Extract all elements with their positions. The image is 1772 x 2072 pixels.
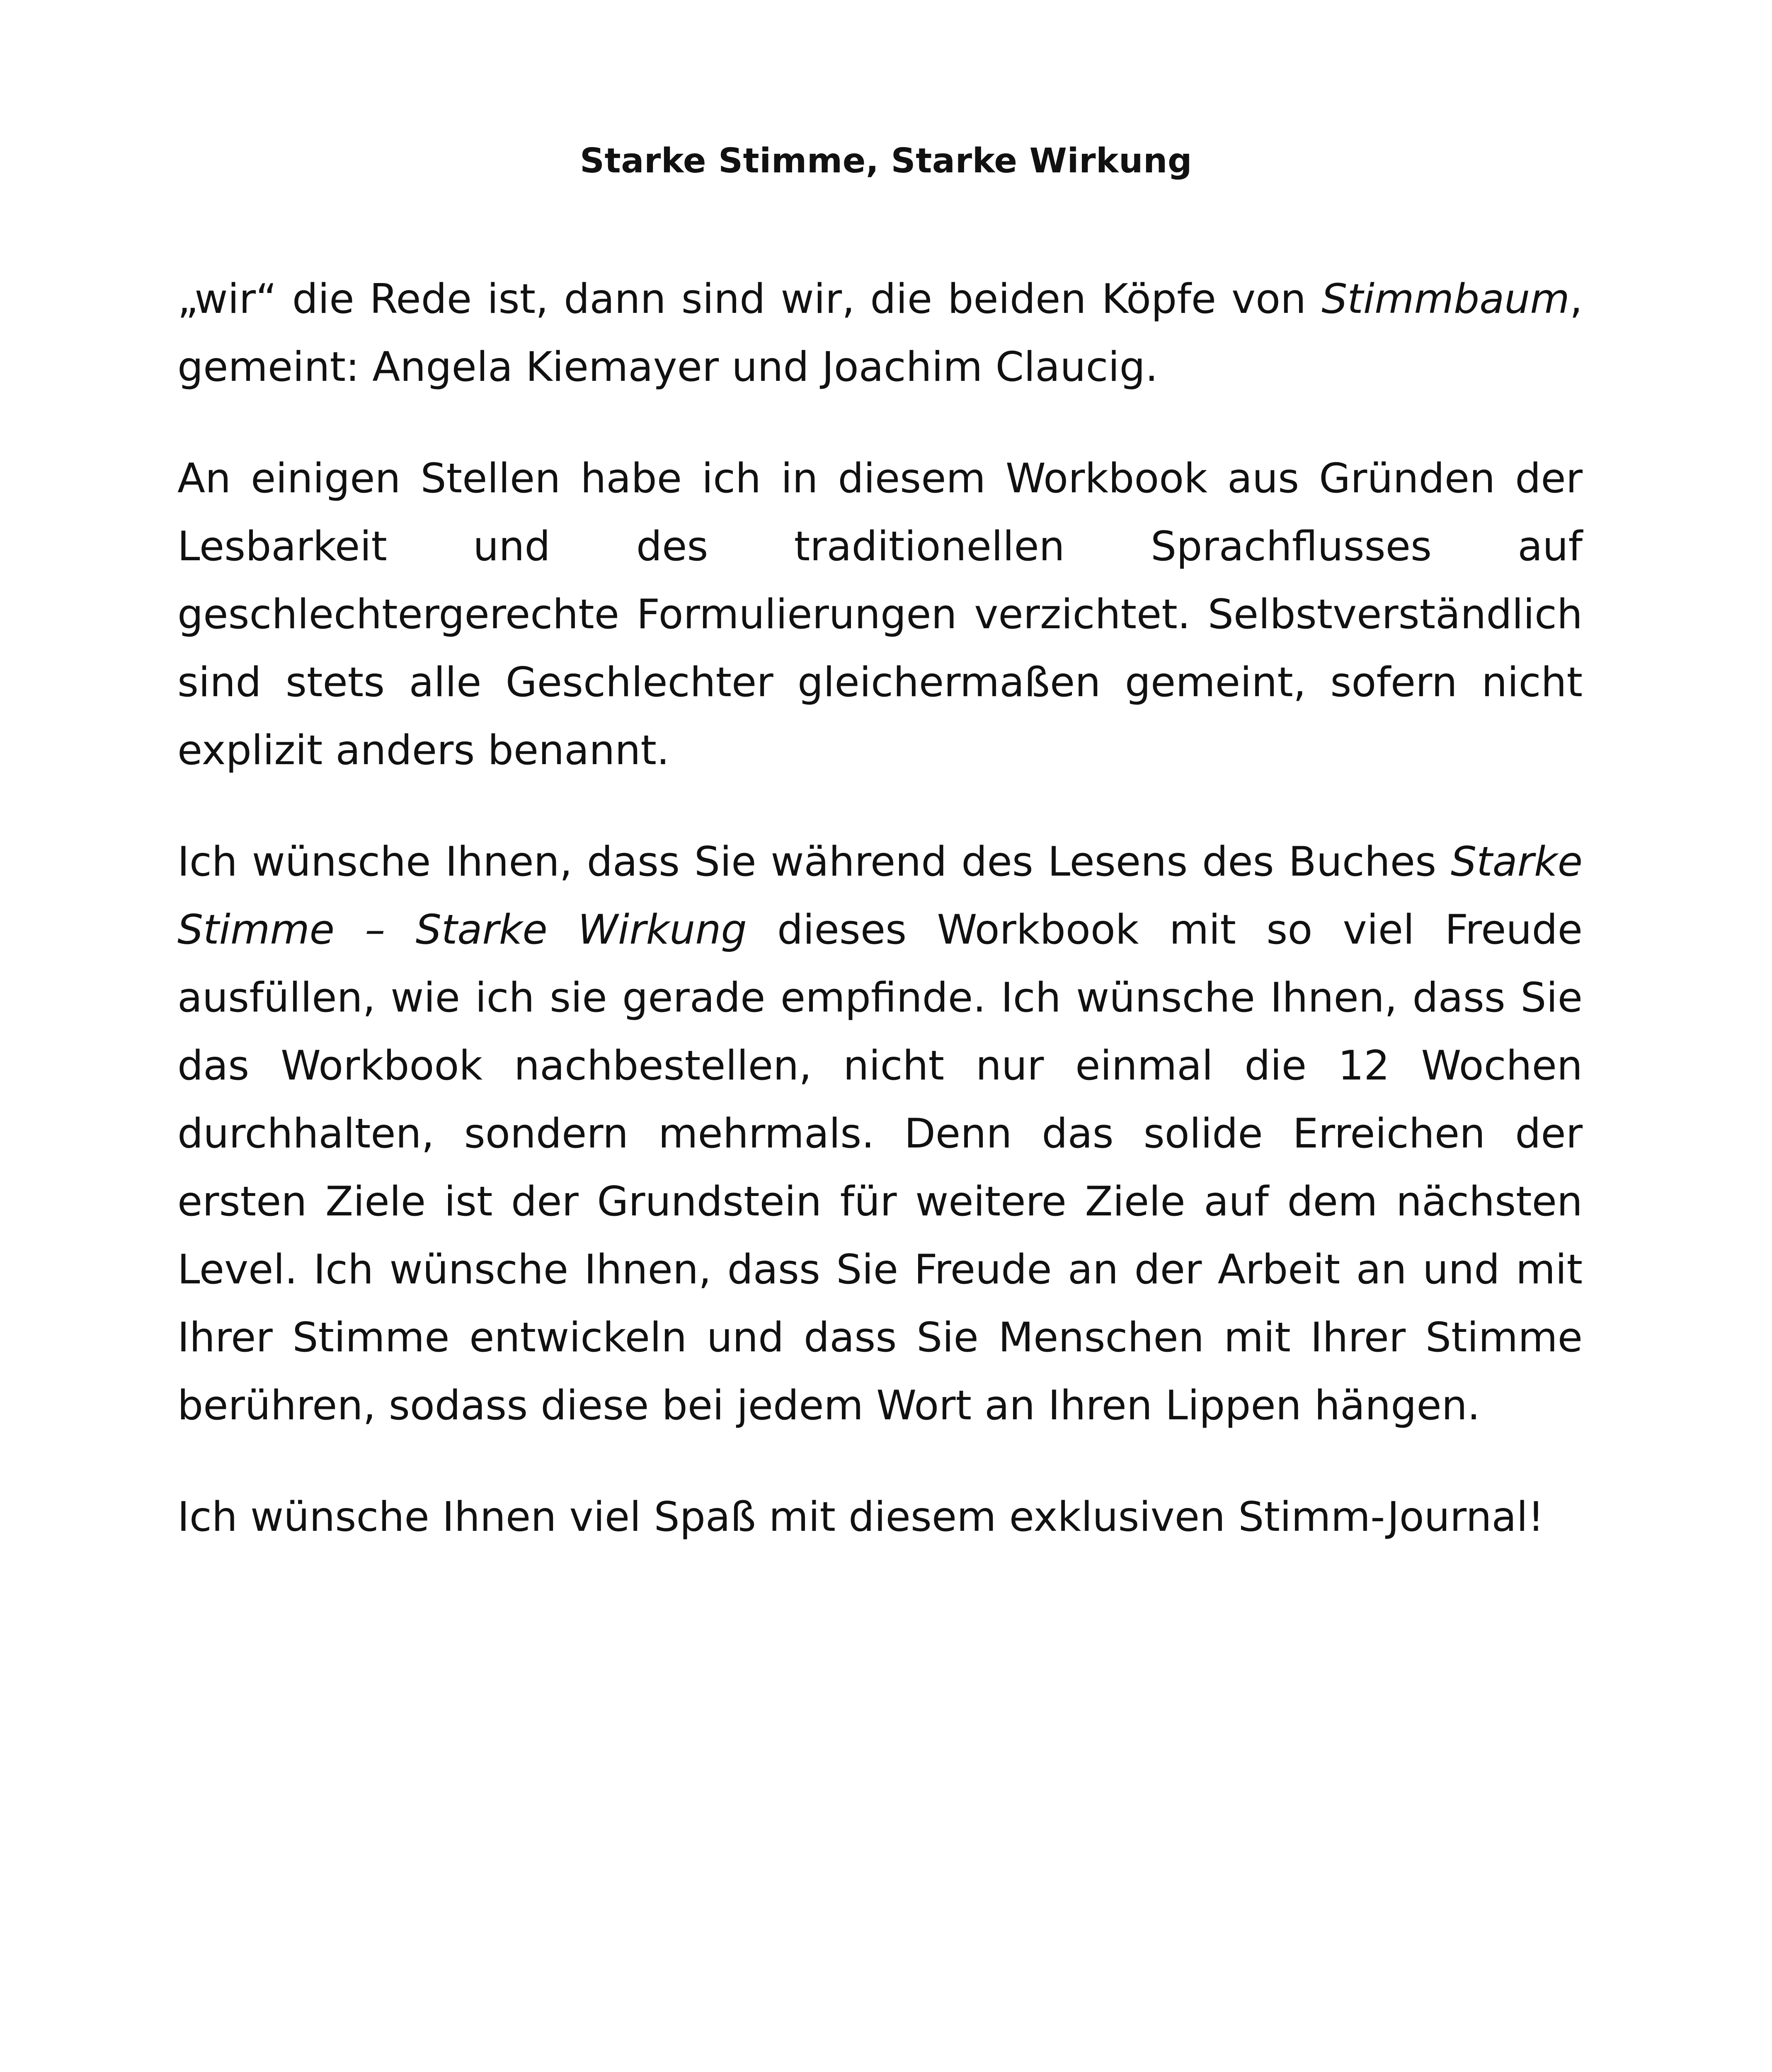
paragraph-2: An einigen Stellen habe ich in diesem Workbook aus Gründen der Lesbarkeit und des traditionellen Sprachflusses auf geschlechtergerechte Formulierungen verzichtet. Selbstverständlich sind stets alle Geschlechter gleichermaßen gemeint, sofern nicht explizit anders benannt. [177,455,1583,774]
paragraph-4: Ich wünsche Ihnen viel Spaß mit diesem exklusiven Stimm-Journal! [177,1493,1544,1541]
paragraph-3 [177,828,1583,1440]
paragraph-1-italic: Stimmbaum [1321,276,1570,323]
paragraph-3-part-a: Ich wünsche Ihnen, dass Sie während des Lesens des Buches [177,838,1451,886]
paragraph-3-part-c: dieses Workbook mit so viel Freude ausfüllen, wie ich sie gerade empfinde. Ich wünsche Ihnen, dass Sie das Workbook nachbestellen, nicht nur einmal die 12 Wochen durchhalten, sondern mehrmals. Denn das solide Erreichen der ersten Ziele ist der Grundstein für weitere Ziele auf dem nächsten Level. Ich wünsche Ihnen, dass Sie Freude an der Arbeit an und mit Ihrer Stimme entwickeln und dass Sie Menschen mit Ihrer Stimme berühren, sodass diese bei jedem Wort an Ihren Lippen hängen. [177,906,1583,1429]
running-header-title: Starke Stimme, Starke Wirkung [579,141,1193,181]
body-text [177,265,1583,1595]
paragraph-1 [177,265,1583,401]
paragraph-3-italic: Starke Stimme – Starke Wirkung [177,838,1583,954]
paragraph-1-part-c: , gemeint: Angela Kiemayer und Joachim Claucig. [177,276,1583,391]
paragraph-1-part-a: „wir“ die Rede ist, dann sind wir, die beiden Köpfe von [177,276,1322,323]
